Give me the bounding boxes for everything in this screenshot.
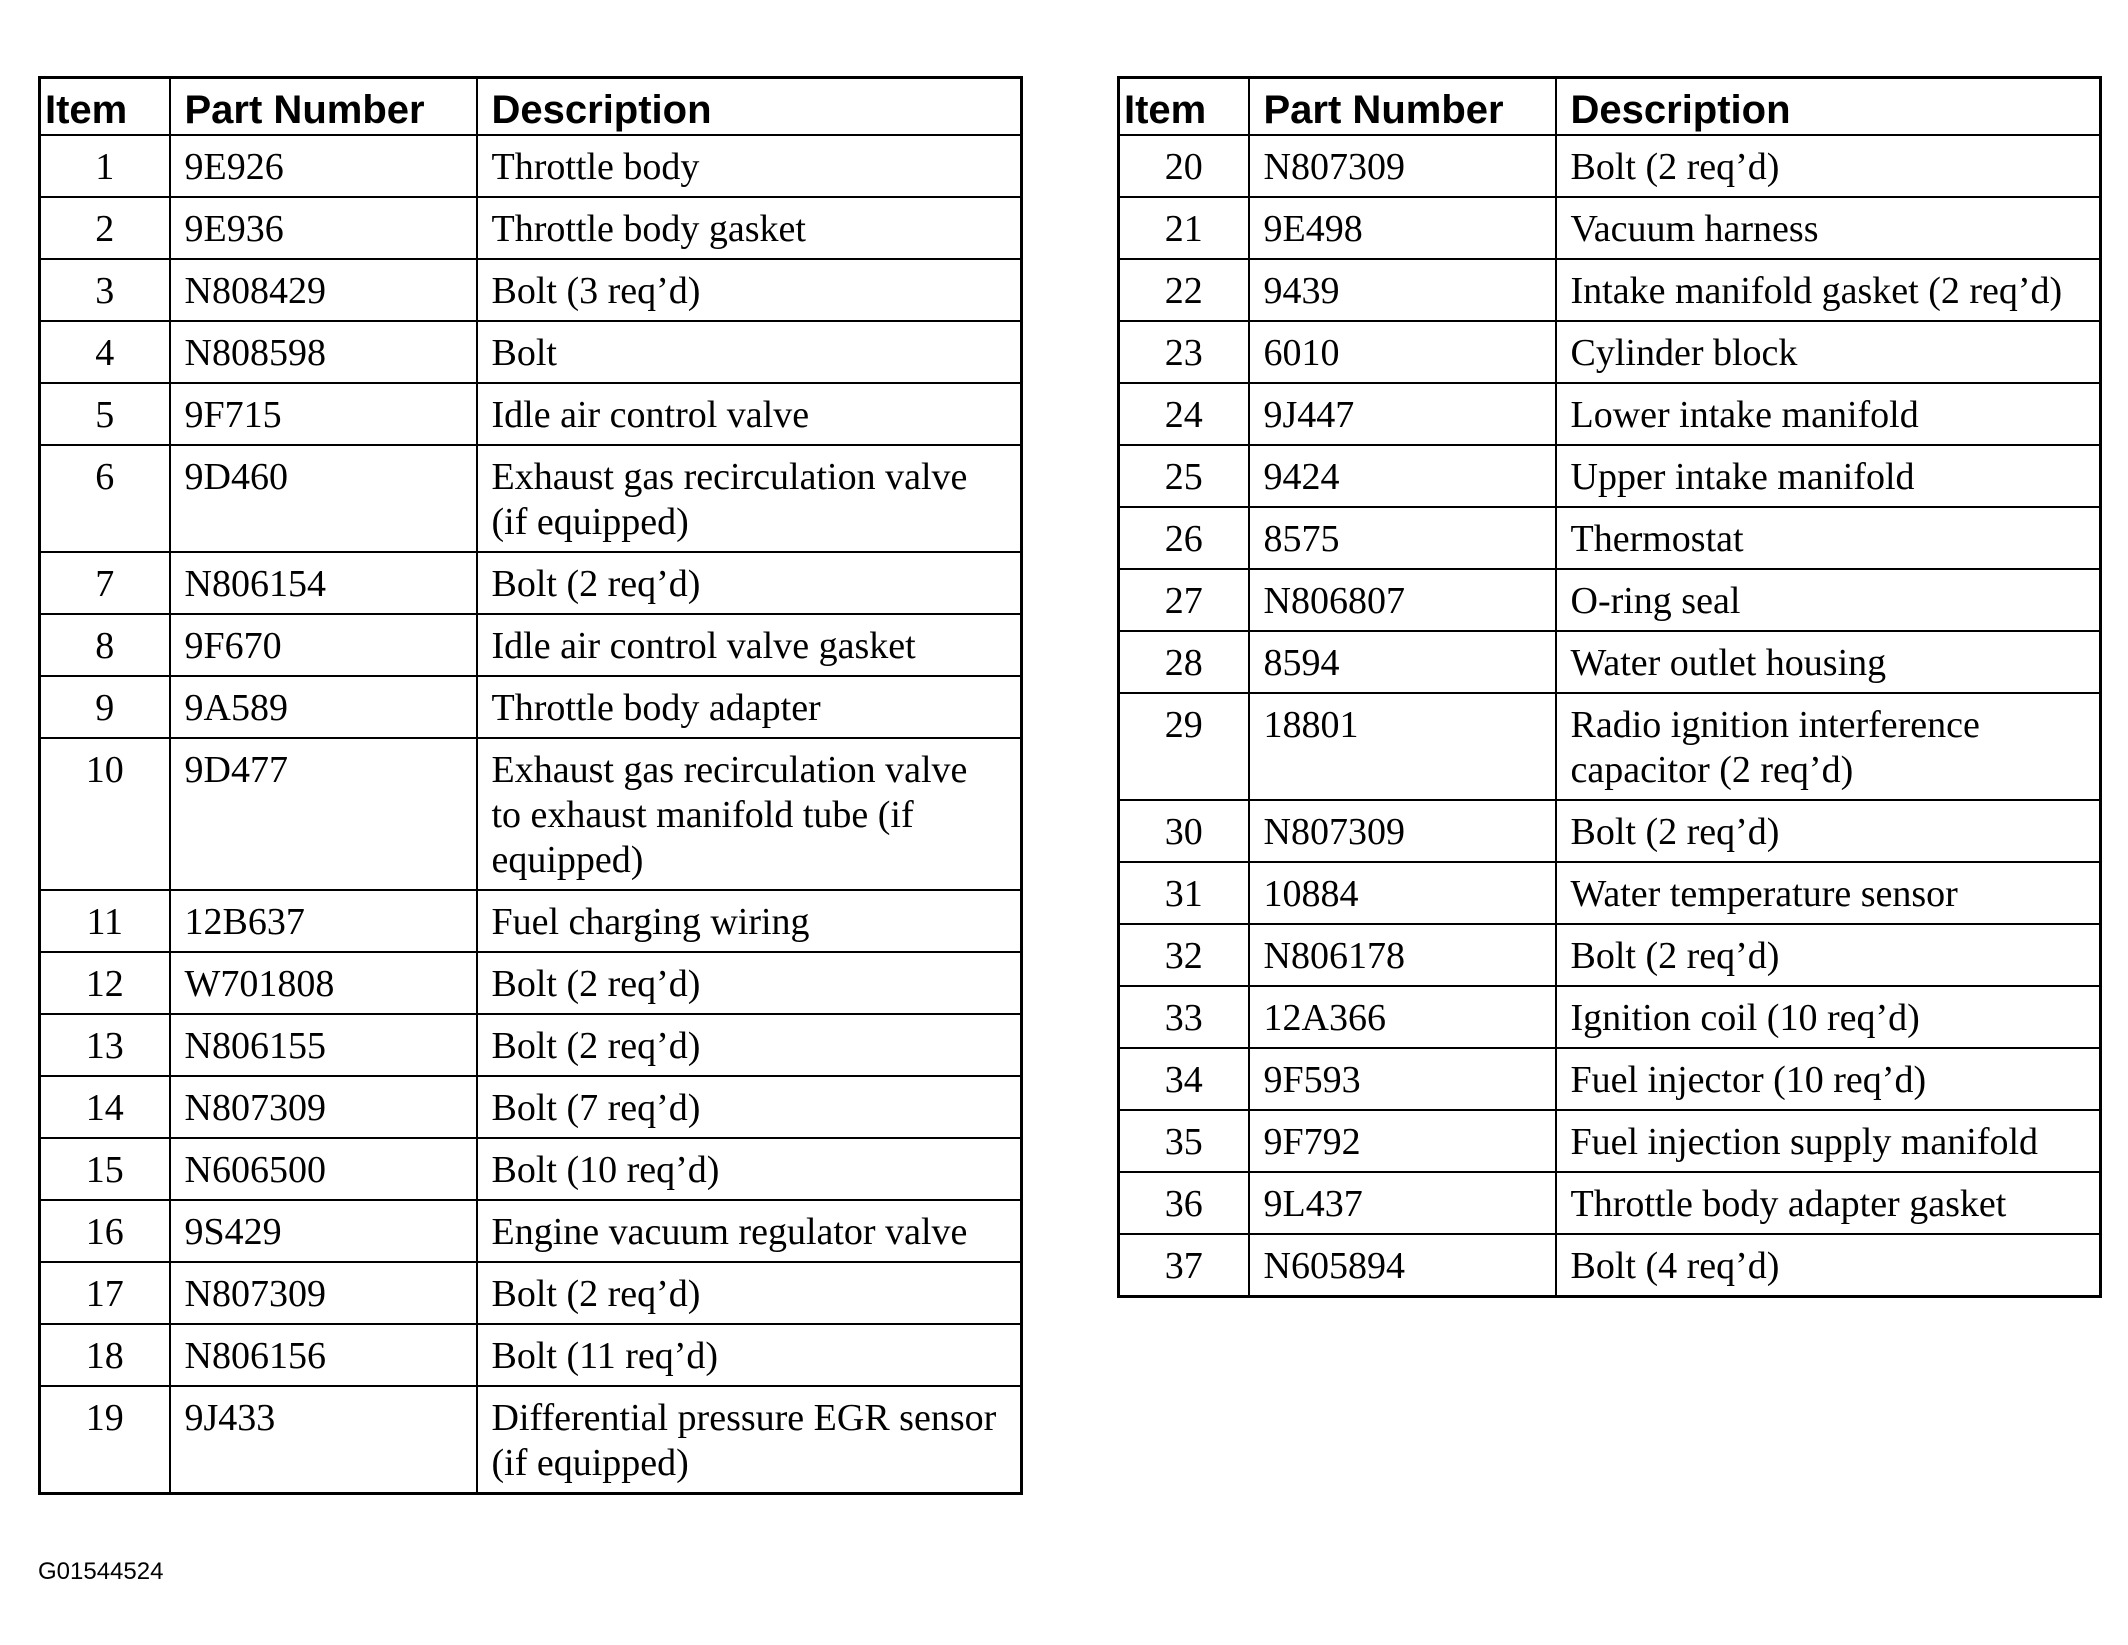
header-row [40,78,1022,135]
item-cell: 22 [1119,259,1249,321]
part-number-cell: 9F715 [170,383,477,445]
table-row [40,445,1022,552]
description-cell: Thermostat [1556,507,2101,569]
part-number-cell: 10884 [1249,862,1556,924]
table-row [40,952,1022,1014]
item-cell: 3 [40,259,170,321]
part-number-cell: 12A366 [1249,986,1556,1048]
table-row [1119,507,2101,569]
description-cell: Exhaust gas recirculation valve (if equipped) [477,445,1022,552]
table-row [40,321,1022,383]
table-row [40,1076,1022,1138]
header-part-number: Part Number [1249,78,1556,135]
description-cell: Ignition coil (10 req’d) [1556,986,2101,1048]
part-number-cell: N808598 [170,321,477,383]
description-cell: Throttle body gasket [477,197,1022,259]
table-row [40,259,1022,321]
parts-table-left [38,76,1023,1495]
description-cell: Bolt (10 req’d) [477,1138,1022,1200]
part-number-cell: W701808 [170,952,477,1014]
part-number-cell: N807309 [170,1076,477,1138]
part-number-cell: N806156 [170,1324,477,1386]
item-cell: 7 [40,552,170,614]
description-cell: Bolt (3 req’d) [477,259,1022,321]
table-row [1119,445,2101,507]
table-row [40,890,1022,952]
description-cell: Bolt (7 req’d) [477,1076,1022,1138]
table-row [1119,631,2101,693]
item-cell: 16 [40,1200,170,1262]
item-cell: 26 [1119,507,1249,569]
item-cell: 13 [40,1014,170,1076]
description-cell: Radio ignition interference capacitor (2 req’d) [1556,693,2101,800]
table-row [1119,1172,2101,1234]
part-number-cell: 8575 [1249,507,1556,569]
rows-left [40,135,1022,1494]
part-number-cell: 9424 [1249,445,1556,507]
item-cell: 2 [40,197,170,259]
item-cell: 35 [1119,1110,1249,1172]
figure-id: G01544524 [38,1558,164,1585]
item-cell: 10 [40,738,170,890]
item-cell: 5 [40,383,170,445]
description-cell: Idle air control valve [477,383,1022,445]
part-number-cell: N806178 [1249,924,1556,986]
table-row [1119,1110,2101,1172]
item-cell: 17 [40,1262,170,1324]
table-row [1119,383,2101,445]
header-part-number: Part Number [170,78,477,135]
rows-right [1119,135,2101,1297]
description-cell: Exhaust gas recirculation valve to exhaust manifold tube (if equipped) [477,738,1022,890]
item-cell: 19 [40,1386,170,1494]
part-number-cell: N605894 [1249,1234,1556,1297]
description-cell: Cylinder block [1556,321,2101,383]
item-cell: 28 [1119,631,1249,693]
header-description: Description [1556,78,2101,135]
parts-table-right [1117,76,2102,1298]
item-cell: 6 [40,445,170,552]
description-cell: Engine vacuum regulator valve [477,1200,1022,1262]
part-number-cell: 18801 [1249,693,1556,800]
description-cell: O-ring seal [1556,569,2101,631]
part-number-cell: 9F670 [170,614,477,676]
part-number-cell: 9J433 [170,1386,477,1494]
header-row [1119,78,2101,135]
item-cell: 18 [40,1324,170,1386]
part-number-cell: 8594 [1249,631,1556,693]
table-row [1119,1048,2101,1110]
table-row [1119,259,2101,321]
item-cell: 14 [40,1076,170,1138]
item-cell: 21 [1119,197,1249,259]
table-row [40,676,1022,738]
item-cell: 15 [40,1138,170,1200]
description-cell: Bolt [477,321,1022,383]
table-row [40,1138,1022,1200]
item-cell: 1 [40,135,170,197]
description-cell: Throttle body adapter [477,676,1022,738]
item-cell: 27 [1119,569,1249,631]
part-number-cell: 9F593 [1249,1048,1556,1110]
description-cell: Bolt (2 req’d) [1556,924,2101,986]
item-cell: 24 [1119,383,1249,445]
item-cell: 32 [1119,924,1249,986]
description-cell: Bolt (4 req’d) [1556,1234,2101,1297]
part-number-cell: N806154 [170,552,477,614]
table-row [1119,862,2101,924]
header-description: Description [477,78,1022,135]
item-cell: 36 [1119,1172,1249,1234]
table-row [1119,1234,2101,1297]
table-row [40,738,1022,890]
description-cell: Water outlet housing [1556,631,2101,693]
table-row [40,614,1022,676]
table-row [40,1324,1022,1386]
item-cell: 34 [1119,1048,1249,1110]
item-cell: 25 [1119,445,1249,507]
table-row [40,552,1022,614]
table-row [1119,800,2101,862]
table-row [1119,693,2101,800]
item-cell: 33 [1119,986,1249,1048]
part-number-cell: N808429 [170,259,477,321]
description-cell: Fuel charging wiring [477,890,1022,952]
description-cell: Idle air control valve gasket [477,614,1022,676]
part-number-cell: 9A589 [170,676,477,738]
item-cell: 11 [40,890,170,952]
item-cell: 31 [1119,862,1249,924]
item-cell: 9 [40,676,170,738]
part-number-cell: 9D477 [170,738,477,890]
table-row [40,135,1022,197]
table-row [1119,569,2101,631]
item-cell: 23 [1119,321,1249,383]
part-number-cell: 9E936 [170,197,477,259]
description-cell: Fuel injector (10 req’d) [1556,1048,2101,1110]
part-number-cell: 9D460 [170,445,477,552]
table-row [40,1386,1022,1494]
table-row [1119,986,2101,1048]
description-cell: Throttle body [477,135,1022,197]
item-cell: 12 [40,952,170,1014]
description-cell: Lower intake manifold [1556,383,2101,445]
part-number-cell: N807309 [170,1262,477,1324]
table-row [40,1200,1022,1262]
item-cell: 30 [1119,800,1249,862]
table-row [40,383,1022,445]
part-number-cell: 12B637 [170,890,477,952]
item-cell: 29 [1119,693,1249,800]
part-number-cell: 9J447 [1249,383,1556,445]
description-cell: Bolt (11 req’d) [477,1324,1022,1386]
description-cell: Bolt (2 req’d) [1556,800,2101,862]
description-cell: Fuel injection supply manifold [1556,1110,2101,1172]
description-cell: Bolt (2 req’d) [477,552,1022,614]
description-cell: Water temperature sensor [1556,862,2101,924]
table-row [1119,924,2101,986]
table-row [1119,135,2101,197]
description-cell: Intake manifold gasket (2 req’d) [1556,259,2101,321]
part-number-cell: N807309 [1249,800,1556,862]
item-cell: 37 [1119,1234,1249,1297]
description-cell: Vacuum harness [1556,197,2101,259]
part-number-cell: N806807 [1249,569,1556,631]
description-cell: Bolt (2 req’d) [477,952,1022,1014]
part-number-cell: 9E926 [170,135,477,197]
table-row [1119,197,2101,259]
table-row [40,1014,1022,1076]
description-cell: Differential pressure EGR sensor (if equipped) [477,1386,1022,1494]
part-number-cell: 9439 [1249,259,1556,321]
part-number-cell: 9E498 [1249,197,1556,259]
description-cell: Throttle body adapter gasket [1556,1172,2101,1234]
part-number-cell: 6010 [1249,321,1556,383]
description-cell: Bolt (2 req’d) [1556,135,2101,197]
description-cell: Upper intake manifold [1556,445,2101,507]
part-number-cell: 9S429 [170,1200,477,1262]
part-number-cell: N806155 [170,1014,477,1076]
part-number-cell: N606500 [170,1138,477,1200]
part-number-cell: 9L437 [1249,1172,1556,1234]
part-number-cell: N807309 [1249,135,1556,197]
table-row [40,197,1022,259]
description-cell: Bolt (2 req’d) [477,1262,1022,1324]
item-cell: 20 [1119,135,1249,197]
table-row [1119,321,2101,383]
item-cell: 4 [40,321,170,383]
header-item: Item [40,78,170,135]
table-row [40,1262,1022,1324]
part-number-cell: 9F792 [1249,1110,1556,1172]
header-item: Item [1119,78,1249,135]
item-cell: 8 [40,614,170,676]
description-cell: Bolt (2 req’d) [477,1014,1022,1076]
